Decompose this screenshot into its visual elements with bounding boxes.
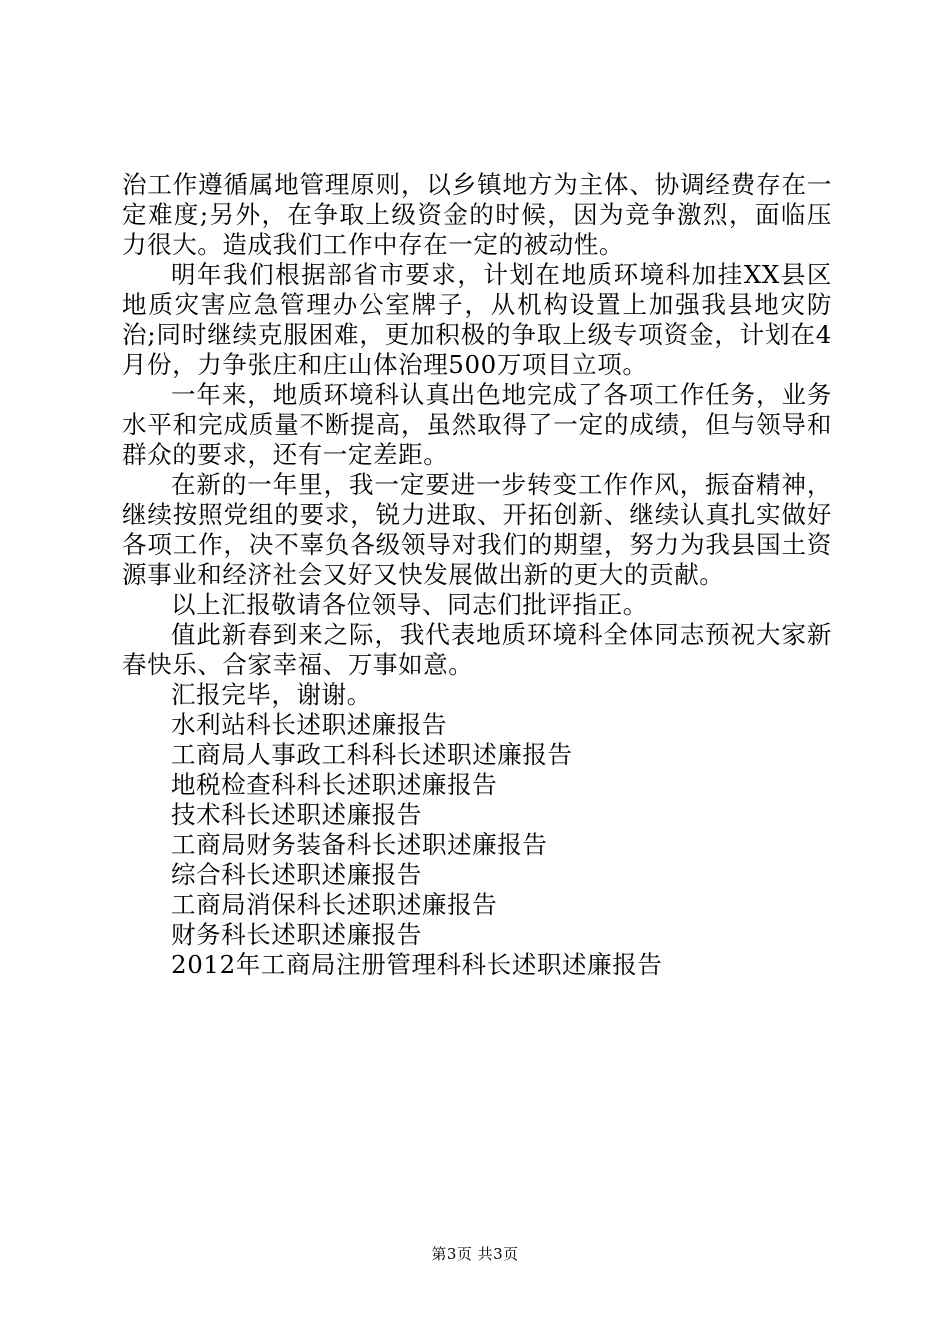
related-title: 财务科长述职述廉报告	[171, 920, 422, 949]
related-title: 工商局消保科长述职述廉报告	[171, 890, 498, 919]
related-title: 技术科长述职述廉报告	[171, 800, 422, 829]
paragraph: 汇报完毕，谢谢。	[171, 680, 372, 709]
document-body	[122, 170, 832, 980]
related-title: 水利站科长述职述廉报告	[171, 710, 448, 739]
paragraph: 明年我们根据部省市要求，计划在地质环境科加挂XX县区地质灾害应急管理办公室牌子，从机构设置上加强我县地灾防治;同时继续克服困难，更加积极的争取上级专项资金，计划在4月份，力争张庄和庄山体治理500万项目立项。	[122, 260, 832, 379]
page-footer	[0, 1244, 950, 1264]
paragraph: 治工作遵循属地管理原则，以乡镇地方为主体、协调经费存在一定难度;另外，在争取上级资金的时候，因为竞争激烈，面临压力很大。造成我们工作中存在一定的被动性。	[122, 170, 832, 259]
related-title: 地税检查科科长述职述廉报告	[171, 770, 498, 799]
related-title: 综合科长述职述廉报告	[171, 860, 422, 889]
paragraph: 一年来，地质环境科认真出色地完成了各项工作任务，业务水平和完成质量不断提高，虽然取得了一定的成绩，但与领导和群众的要求，还有一定差距。	[122, 380, 832, 469]
paragraph: 以上汇报敬请各位领导、同志们批评指正。	[171, 590, 648, 619]
related-titles-list	[122, 710, 832, 980]
related-title: 2012年工商局注册管理科科长述职述廉报告	[171, 950, 663, 979]
related-title: 工商局财务装备科长述职述廉报告	[171, 830, 548, 859]
page-number-label: 第3页 共3页	[431, 1245, 519, 1263]
paragraph: 值此新春到来之际，我代表地质环境科全体同志预祝大家新春快乐、合家幸福、万事如意。	[122, 620, 832, 679]
paragraph: 在新的一年里，我一定要进一步转变工作作风，振奋精神，继续按照党组的要求，锐力进取、开拓创新、继续认真扎实做好各项工作，决不辜负各级领导对我们的期望，努力为我县国土资源事业和经济社会又好又快发展做出新的更大的贡献。	[122, 470, 832, 589]
related-title: 工商局人事政工科科长述职述廉报告	[171, 740, 573, 769]
